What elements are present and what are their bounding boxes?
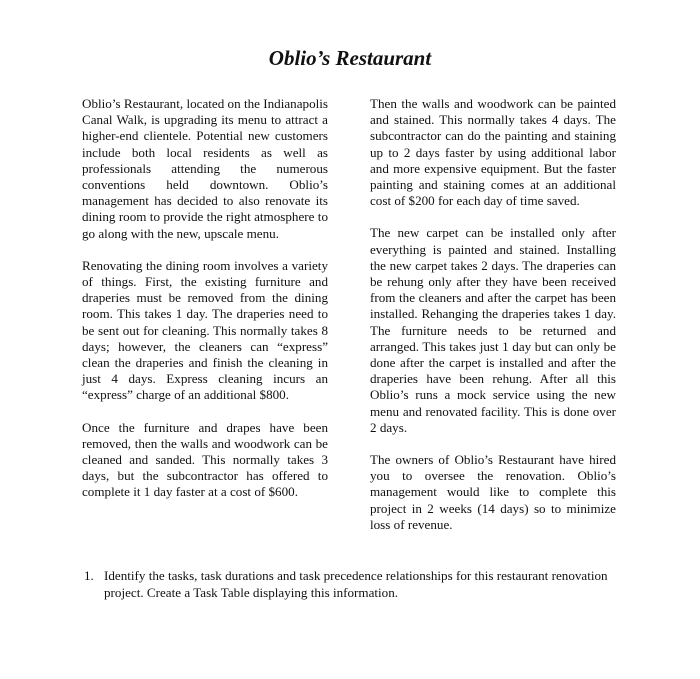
question-list	[84, 568, 624, 601]
left-column	[82, 96, 328, 517]
question-item	[84, 568, 624, 601]
paragraph-project-goal: The owners of Oblio’s Restaurant have hired you to oversee the renovation. Oblio’s management would like to complete this project in 2 weeks (14 days) so to minimize loss of revenue.	[370, 452, 616, 532]
paragraph-renovation-tasks: Renovating the dining room involves a variety of things. First, the existing furniture and draperies must be removed from the dining room. This takes 1 day. The draperies need to be sent out for cleaning. This normally takes 8 days; however, the cleaners can “express” clean the draperies and finish the cleaning in just 4 days. Express cleaning incurs an “express” charge of an additional $800.	[82, 257, 328, 403]
paragraph-painting: Then the walls and woodwork can be painted and stained. This normally takes 4 days. The subcontractor can do the painting and staining up to 2 days faster by using additional labor and more expensive equipment. But the faster painting and staining comes at an additional cost of $200 for each day of time saved.	[370, 96, 616, 209]
paragraph-intro: Oblio’s Restaurant, located on the Indianapolis Canal Walk, is upgrading its menu to attract a higher-end clientele. Potential new customers include both local residents as well as professionals attending the numerous conventions held downtown. Oblio’s management has decided to also renovate its dining room to provide the right atmosphere to go along with the new, upscale menu.	[82, 96, 328, 241]
paragraph-carpet-draperies: The new carpet can be installed only after everything is painted and stained. Installing the new carpet takes 2 days. The draperies can be rehung only after they have been received from the cleaners and after the carpet has been installed. Rehanging the draperies takes 1 day. The furniture needs to be returned and arranged. This takes just 1 day but can only be done after the carpet is installed and after the draperies have been rehung. After all this Oblio’s runs a mock service using the new menu and renovated facility. This is done over 2 days.	[370, 225, 616, 435]
question-number: 1.	[84, 568, 94, 583]
document-title: Oblio’s Restaurant	[268, 46, 432, 70]
right-column	[370, 96, 616, 549]
paragraph-cleaning-sanding: Once the furniture and drapes have been removed, then the walls and woodwork can be cleaned and sanded. This normally takes 3 days, but the subcontractor has offered to complete it 1 day faster at a cost of $600.	[82, 419, 328, 500]
question-text: Identify the tasks, task durations and task precedence relationships for this restaurant renovation project. Create a Task Table displaying this information.	[104, 568, 608, 600]
